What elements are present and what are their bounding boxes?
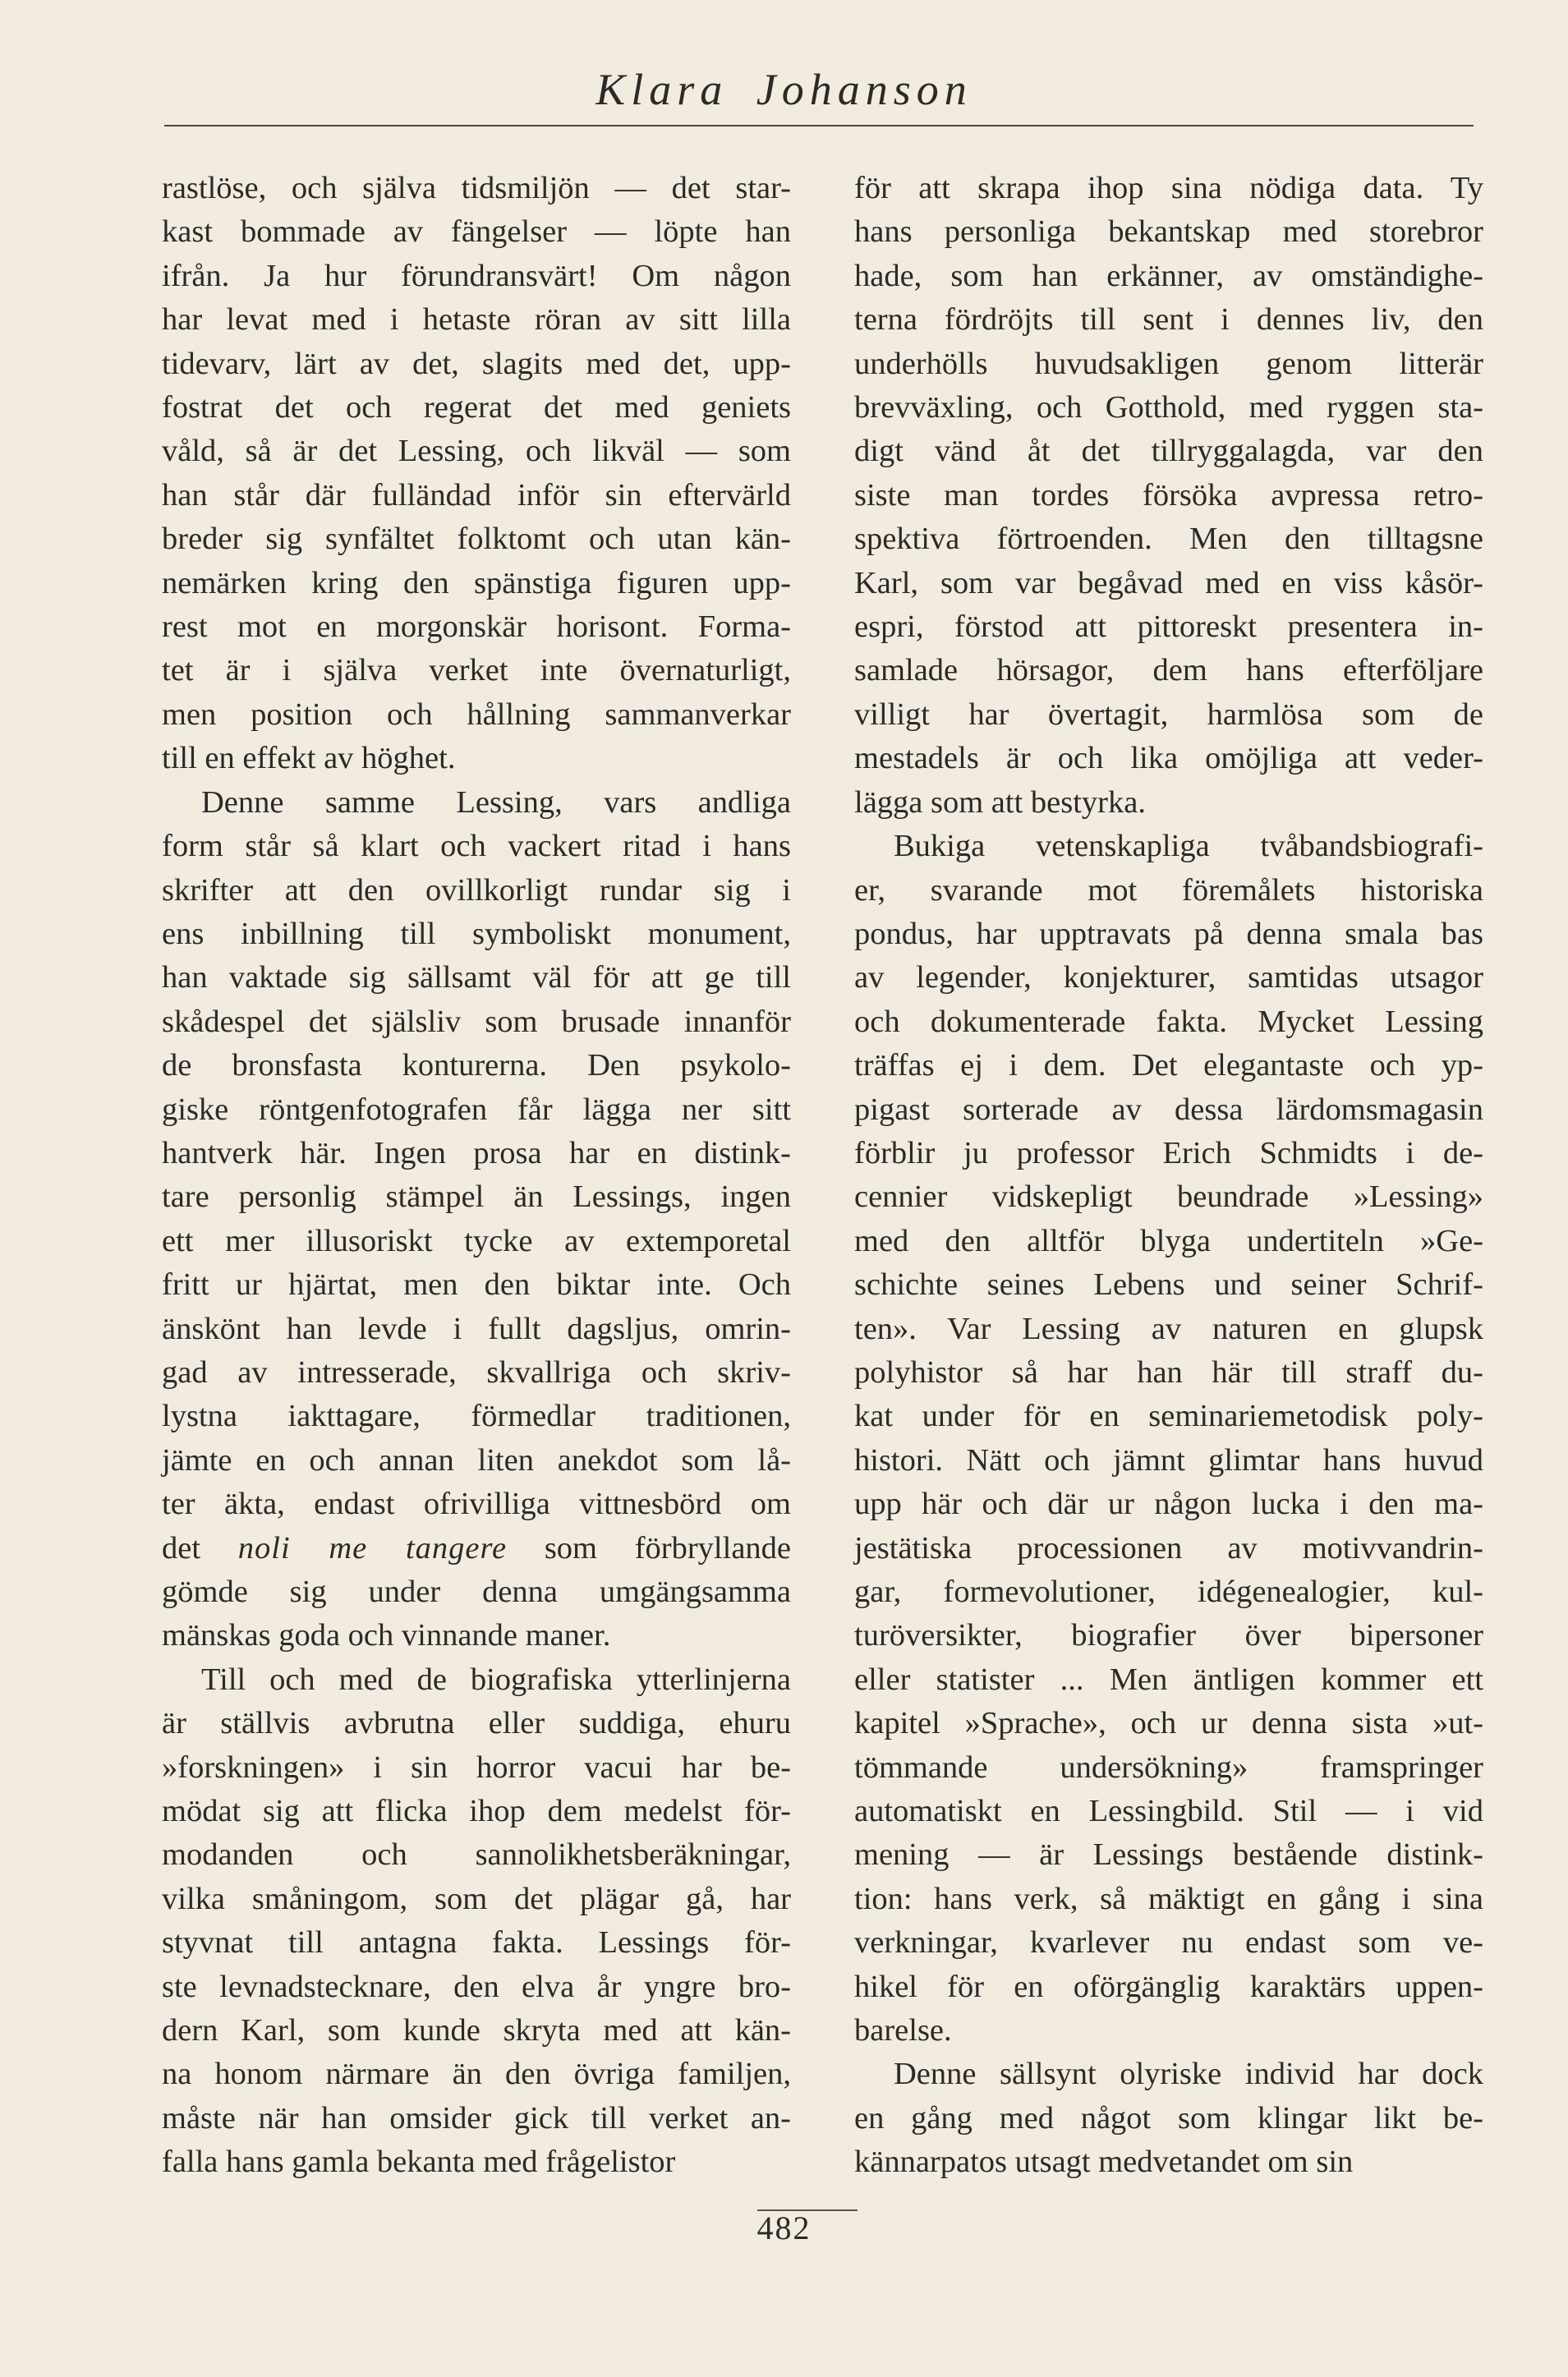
text-line: lägga som att bestyrka.	[854, 784, 1146, 820]
text-line: har levat med i hetaste röran av sitt lilla	[162, 302, 791, 338]
text-line: cennier vidskepligt beundrade »Lessing»	[854, 1179, 1483, 1215]
paragraph	[162, 1658, 791, 2185]
text-line: fostrat det och regerat det med geniets	[162, 390, 791, 425]
text-line: mödat sig att flicka ihop dem medelst för-	[162, 1794, 791, 1829]
text-line: styvnat till antagna fakta. Lessings för-	[162, 1925, 791, 1961]
running-header: Klara Johanson	[595, 65, 973, 114]
text-line: ifrån. Ja hur förundransvärt! Om någon	[162, 258, 791, 293]
text-line: verkningar, kvarlever nu endast som ve-	[854, 1925, 1483, 1961]
text-line: är ställvis avbrutna eller suddiga, ehuru	[162, 1706, 791, 1741]
text-line: Denne samme Lessing, vars andliga	[201, 784, 791, 820]
text-line: siste man tordes försöka avpressa retro-	[854, 477, 1483, 513]
text-line: falla hans gamla bekanta med frågelistor	[162, 2145, 676, 2180]
text-line: barelse.	[854, 2013, 952, 2048]
text-line: hade, som han erkänner, av omständighe-	[854, 258, 1483, 293]
text-line: kat under för en seminariemetodisk poly-	[854, 1399, 1483, 1434]
text-line: eller statister ... Men äntligen kommer ett	[854, 1662, 1483, 1697]
text-line: form står så klart och vackert ritad i hans	[162, 829, 791, 864]
text-line: mestadels är och lika omöjliga att veder-	[854, 741, 1483, 776]
text-line: till en effekt av höghet.	[162, 741, 456, 776]
text-line: kännarpatos utsagt medvetandet om sin	[854, 2145, 1354, 2180]
text-line: gad av intresserade, skvallriga och skriv-	[162, 1354, 791, 1390]
text-line: med den alltför blyga undertiteln »Ge-	[854, 1223, 1483, 1258]
text-line: terna fördröjts till sent i dennes liv, den	[854, 302, 1483, 338]
text-line: Karl, som var begåvad med en viss kåsör-	[854, 565, 1483, 600]
text-line: av legender, konjekturer, samtidas utsagor	[854, 960, 1483, 995]
text-line: fritt ur hjärtat, men den biktar inte. Och	[162, 1267, 791, 1303]
left-column	[162, 167, 791, 2185]
page-number: 482	[756, 2209, 812, 2246]
text-line: turöversikter, biografier över bipersoner	[854, 1618, 1483, 1653]
text-line: de bronsfasta konturerna. Den psykolo-	[162, 1048, 791, 1083]
text-line: för att skrapa ihop sina nödiga data. Ty	[854, 171, 1483, 205]
text-line: en gång med något som klingar likt be-	[854, 2100, 1483, 2136]
text-line	[162, 1527, 791, 1570]
text-line: tare personlig stämpel än Lessings, ingen	[162, 1179, 791, 1215]
text-line: han står där fulländad inför sin eftervärld	[162, 477, 791, 513]
paragraph	[162, 167, 791, 781]
text-line: villigt har övertagit, harmlösa som de	[854, 697, 1483, 732]
paragraph	[854, 825, 1483, 2053]
text-line: skrifter att den ovillkorligt rundar sig i	[162, 872, 791, 908]
text-line: kast bommade av fängelser — löpte han	[162, 214, 791, 250]
text-line: digt vänd åt det tillryggalagda, var den	[854, 434, 1483, 469]
text-line: dern Karl, som kunde skryta med att kän-	[162, 2013, 791, 2048]
right-column	[854, 167, 1483, 2185]
paragraph	[854, 2053, 1483, 2184]
text-line: jestätiska processionen av motivvandrin-	[854, 1530, 1483, 1566]
text-line: espri, förstod att pittoreskt presentera in-	[854, 609, 1483, 645]
text-line: gar, formevolutioner, idégenealogier, kul-	[854, 1575, 1483, 1609]
text-line: tion: hans verk, så mäktigt en gång i sina	[854, 1881, 1483, 1916]
text-line: histori. Nätt och jämnt glimtar hans huvud	[854, 1442, 1483, 1478]
text-line: men position och hållning sammanverkar	[162, 697, 791, 732]
text-line: kapitel »Sprache», och ur denna sista »ut-	[854, 1706, 1483, 1741]
text-line: tidevarv, lärt av det, slagits med det, upp-	[162, 346, 791, 381]
text-line: ett mer illusoriskt tycke av extemporetal	[162, 1223, 791, 1258]
text-line: Bukiga vetenskapliga tvåbandsbiografi-	[894, 829, 1483, 864]
text-line: måste när han omsider gick till verket an-	[162, 2100, 791, 2136]
text-line: våld, så är det Lessing, och likväl — som	[162, 434, 791, 469]
text-line: brevväxling, och Gotthold, med ryggen sta-	[854, 390, 1483, 425]
text-line: underhölls huvudsakligen genom litterär	[854, 346, 1483, 381]
text-line: mänskas goda och vinnande maner.	[162, 1618, 611, 1653]
text-line: förblir ju professor Erich Schmidts i de-	[854, 1135, 1483, 1170]
text-line: träffas ej i dem. Det elegantaste och yp-	[854, 1048, 1483, 1083]
text-line: ens inbillning till symboliskt monument,	[162, 916, 791, 951]
text-line: polyhistor så har han här till straff du-	[854, 1354, 1483, 1390]
text-line: nemärken kring den spänstiga figuren upp-	[162, 565, 791, 600]
text-line: änskönt han levde i fullt dagsljus, omrin-	[162, 1311, 791, 1346]
paragraph	[854, 167, 1483, 825]
text-line: hikel för en oförgänglig karaktärs uppen-	[854, 1969, 1483, 2004]
text-line: vilka småningom, som det plägar gå, har	[162, 1881, 791, 1916]
text-line: tömmande undersökning» framspringer	[854, 1749, 1483, 1785]
text-line: rest mot en morgonskär horisont. Forma-	[162, 609, 791, 645]
text-line: modanden och sannolikhetsberäkningar,	[162, 1837, 791, 1873]
text-line: mening — är Lessings bestående distink-	[854, 1837, 1483, 1873]
text-fragment: det	[162, 1530, 238, 1566]
text-fragment: som förbryllande	[507, 1530, 791, 1566]
text-line: ste levnadstecknare, den elva år yngre bro-	[162, 1969, 791, 2004]
text-line: Denne sällsynt olyriske individ har dock	[894, 2057, 1483, 2092]
text-line: automatiskt en Lessingbild. Stil — i vid	[854, 1794, 1483, 1829]
text-line: spektiva förtroenden. Men den tilltagsne	[854, 522, 1483, 557]
text-line: hantverk här. Ingen prosa har en distink-	[162, 1135, 791, 1170]
text-line: gömde sig under denna umgängsamma	[162, 1575, 791, 1609]
text-line: han vaktade sig sällsamt väl för att ge till	[162, 960, 791, 995]
text-line: er, svarande mot föremålets historiska	[854, 872, 1483, 908]
text-line: breder sig synfältet folktomt och utan kän-	[162, 522, 791, 557]
italic-phrase: noli me tangere	[237, 1530, 508, 1566]
text-line: ter äkta, endast ofrivilliga vittnesbörd om	[162, 1487, 791, 1522]
paragraph	[162, 781, 791, 1658]
text-line: giske röntgenfotografen får lägga ner sitt	[162, 1092, 791, 1127]
text-line: pigast sorterade av dessa lärdomsmagasin	[854, 1092, 1483, 1127]
text-line: rastlöse, och själva tidsmiljön — det star-	[162, 171, 791, 205]
text-line: ten». Var Lessing av naturen en glupsk	[854, 1311, 1483, 1346]
text-line: pondus, har upptravats på denna smala bas	[854, 916, 1483, 951]
text-line: tet är i själva verket inte övernaturligt,	[162, 653, 791, 688]
text-line: na honom närmare än den övriga familjen,	[162, 2057, 791, 2092]
text-line: hans personliga bekantskap med storebror	[854, 214, 1483, 250]
text-line: schichte seines Lebens und seiner Schrif-	[854, 1267, 1483, 1303]
text-line: lystna iakttagare, förmedlar traditionen,	[162, 1399, 791, 1434]
text-line: skådespel det själsliv som brusade innanför	[162, 1004, 791, 1039]
text-line: och dokumenterade fakta. Mycket Lessing	[854, 1004, 1483, 1039]
text-line: Till och med de biografiska ytterlinjerna	[201, 1662, 791, 1697]
text-line: upp här och där ur någon lucka i den ma-	[854, 1487, 1483, 1522]
text-line: samlade hörsagor, dem hans efterföljare	[854, 653, 1483, 688]
header-rule	[164, 125, 1474, 126]
text-line: jämte en och annan liten anekdot som lå-	[162, 1442, 791, 1478]
text-line: »forskningen» i sin horror vacui har be-	[162, 1749, 791, 1785]
